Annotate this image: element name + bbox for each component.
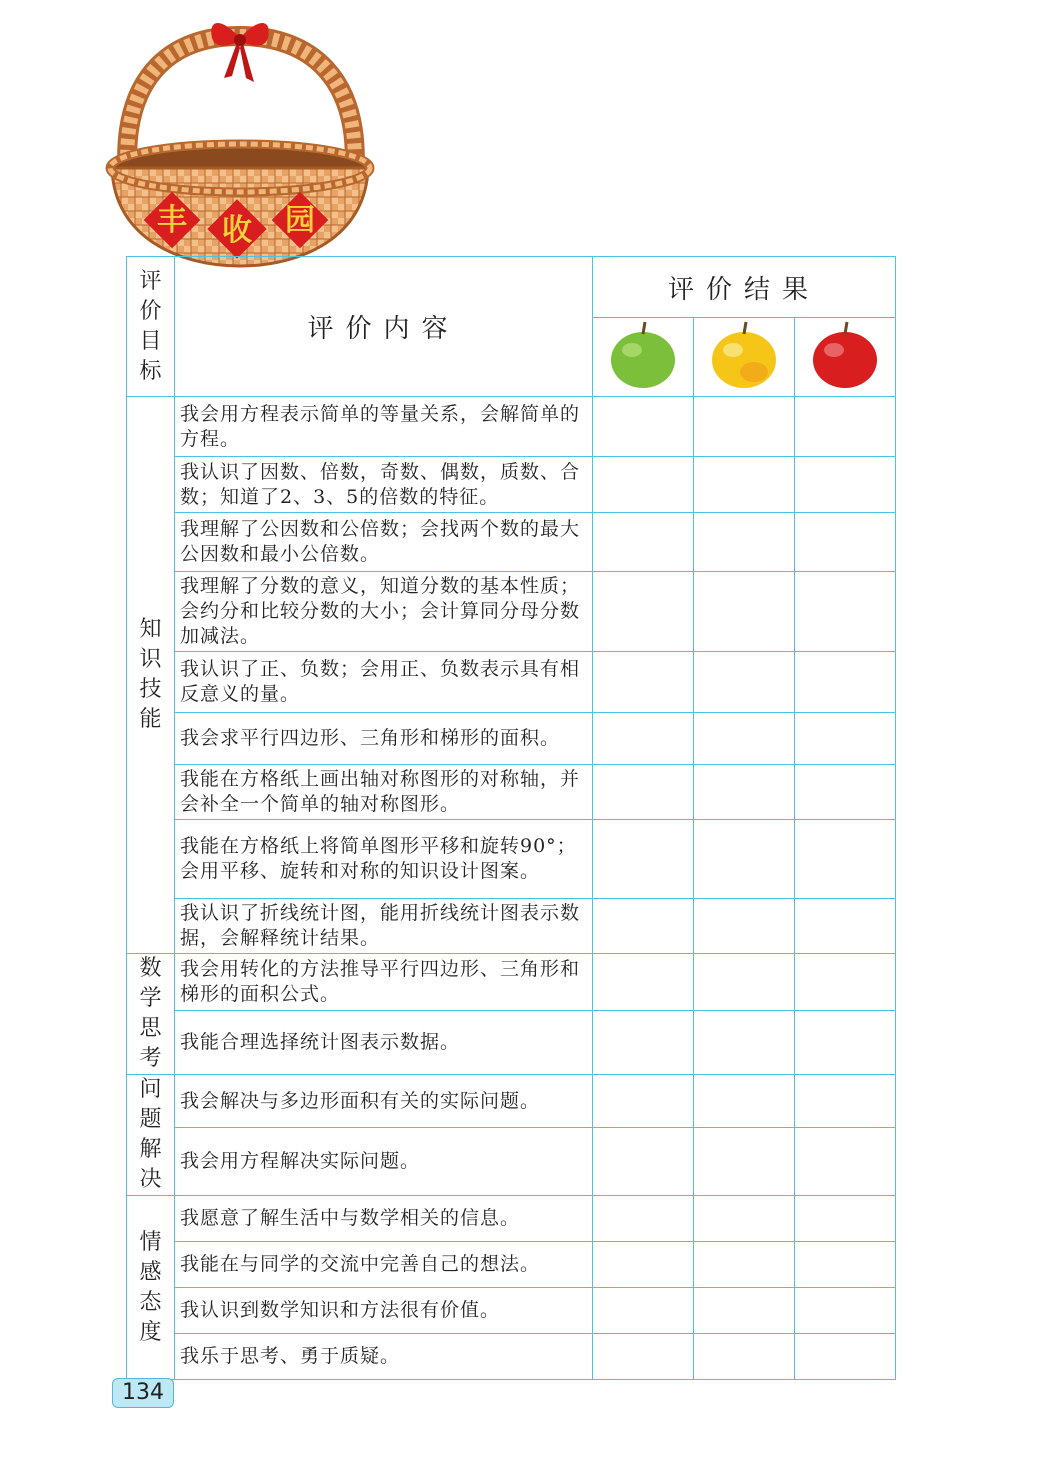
rating-cell-yellow[interactable] xyxy=(694,652,795,713)
rating-cell-red[interactable] xyxy=(795,652,896,713)
criterion-text: 我会用方程解决实际问题。 xyxy=(175,1128,593,1196)
criterion-text: 我愿意了解生活中与数学相关的信息。 xyxy=(175,1196,593,1242)
rating-cell-green[interactable] xyxy=(593,1128,694,1196)
rating-cell-yellow[interactable] xyxy=(694,1242,795,1288)
criterion-text: 我能在与同学的交流中完善自己的想法。 xyxy=(175,1242,593,1288)
rating-cell-red[interactable] xyxy=(795,820,896,899)
rating-cell-yellow[interactable] xyxy=(694,820,795,899)
rating-cell-green[interactable] xyxy=(593,652,694,713)
rating-cell-yellow[interactable] xyxy=(694,1011,795,1075)
svg-text:园: 园 xyxy=(285,203,315,238)
rating-cell-green[interactable] xyxy=(593,1196,694,1242)
criterion-text: 我会用方程表示简单的等量关系，会解简单的方程。 xyxy=(175,397,593,457)
rating-cell-red[interactable] xyxy=(795,1196,896,1242)
criterion-text: 我能在方格纸上画出轴对称图形的对称轴，并会补全一个简单的轴对称图形。 xyxy=(175,765,593,820)
rating-cell-yellow[interactable] xyxy=(694,899,795,954)
goal-header: 评 价 目 标 xyxy=(127,257,175,397)
svg-text:丰: 丰 xyxy=(157,203,187,238)
rating-cell-red[interactable] xyxy=(795,1128,896,1196)
rating-cell-red[interactable] xyxy=(795,457,896,513)
rating-cell-red[interactable] xyxy=(795,1011,896,1075)
green-apple-icon xyxy=(593,318,694,397)
criterion-text: 我认识到数学知识和方法很有价值。 xyxy=(175,1288,593,1334)
content-header: 评价内容 xyxy=(175,257,593,397)
rating-cell-yellow[interactable] xyxy=(694,713,795,765)
rating-cell-red[interactable] xyxy=(795,1242,896,1288)
rating-cell-green[interactable] xyxy=(593,954,694,1011)
rating-cell-green[interactable] xyxy=(593,1334,694,1380)
rating-cell-red[interactable] xyxy=(795,1075,896,1128)
group-knowledge-skills: 知 识 技 能 xyxy=(127,397,175,954)
criterion-text: 我会求平行四边形、三角形和梯形的面积。 xyxy=(175,713,593,765)
rating-cell-green[interactable] xyxy=(593,1242,694,1288)
criterion-text: 我能合理选择统计图表示数据。 xyxy=(175,1011,593,1075)
rating-cell-yellow[interactable] xyxy=(694,1334,795,1380)
rating-cell-red[interactable] xyxy=(795,713,896,765)
criterion-text: 我认识了因数、倍数，奇数、偶数，质数、合数；知道了2、3、5的倍数的特征。 xyxy=(175,457,593,513)
page-number: 134 xyxy=(112,1378,174,1408)
rating-cell-green[interactable] xyxy=(593,397,694,457)
rating-cell-red[interactable] xyxy=(795,1334,896,1380)
criterion-text: 我会用转化的方法推导平行四边形、三角形和梯形的面积公式。 xyxy=(175,954,593,1011)
rating-cell-red[interactable] xyxy=(795,954,896,1011)
criterion-text: 我理解了分数的意义，知道分数的基本性质；会约分和比较分数的大小；会计算同分母分数加减法。 xyxy=(175,572,593,652)
rating-cell-green[interactable] xyxy=(593,820,694,899)
rating-cell-red[interactable] xyxy=(795,397,896,457)
rating-cell-red[interactable] xyxy=(795,1288,896,1334)
rating-cell-yellow[interactable] xyxy=(694,1288,795,1334)
criterion-text: 我会解决与多边形面积有关的实际问题。 xyxy=(175,1075,593,1128)
group-math-thinking: 数 学 思 考 xyxy=(127,954,175,1075)
group-problem-solving: 问 题 解 决 xyxy=(127,1075,175,1196)
rating-cell-yellow[interactable] xyxy=(694,765,795,820)
rating-cell-red[interactable] xyxy=(795,572,896,652)
rating-cell-green[interactable] xyxy=(593,457,694,513)
rating-cell-green[interactable] xyxy=(593,1011,694,1075)
red-apple-icon xyxy=(795,318,896,397)
rating-cell-red[interactable] xyxy=(795,899,896,954)
criterion-text: 我理解了公因数和公倍数；会找两个数的最大公因数和最小公倍数。 xyxy=(175,513,593,572)
rating-cell-green[interactable] xyxy=(593,899,694,954)
rating-cell-yellow[interactable] xyxy=(694,572,795,652)
svg-text:收: 收 xyxy=(222,213,252,248)
rating-cell-yellow[interactable] xyxy=(694,954,795,1011)
criterion-text: 我认识了正、负数；会用正、负数表示具有相反意义的量。 xyxy=(175,652,593,713)
rating-cell-red[interactable] xyxy=(795,513,896,572)
rating-cell-red[interactable] xyxy=(795,765,896,820)
criterion-text: 我乐于思考、勇于质疑。 xyxy=(175,1334,593,1380)
rating-cell-yellow[interactable] xyxy=(694,1196,795,1242)
rating-cell-green[interactable] xyxy=(593,1288,694,1334)
rating-cell-yellow[interactable] xyxy=(694,1128,795,1196)
rating-cell-green[interactable] xyxy=(593,765,694,820)
rating-cell-green[interactable] xyxy=(593,1075,694,1128)
rating-cell-green[interactable] xyxy=(593,572,694,652)
criterion-text: 我认识了折线统计图，能用折线统计图表示数据，会解释统计结果。 xyxy=(175,899,593,954)
rating-cell-yellow[interactable] xyxy=(694,457,795,513)
criterion-text: 我能在方格纸上将简单图形平移和旋转90°；会用平移、旋转和对称的知识设计图案。 xyxy=(175,820,593,899)
result-header: 评价结果 xyxy=(593,257,896,318)
rating-cell-yellow[interactable] xyxy=(694,1075,795,1128)
yellow-apple-icon xyxy=(694,318,795,397)
rating-cell-yellow[interactable] xyxy=(694,513,795,572)
basket-illustration xyxy=(100,8,380,270)
rating-cell-yellow[interactable] xyxy=(694,397,795,457)
rating-cell-green[interactable] xyxy=(593,513,694,572)
rating-cell-green[interactable] xyxy=(593,713,694,765)
evaluation-table xyxy=(126,256,896,1380)
group-emotion-attitude: 情 感 态 度 xyxy=(127,1196,175,1380)
